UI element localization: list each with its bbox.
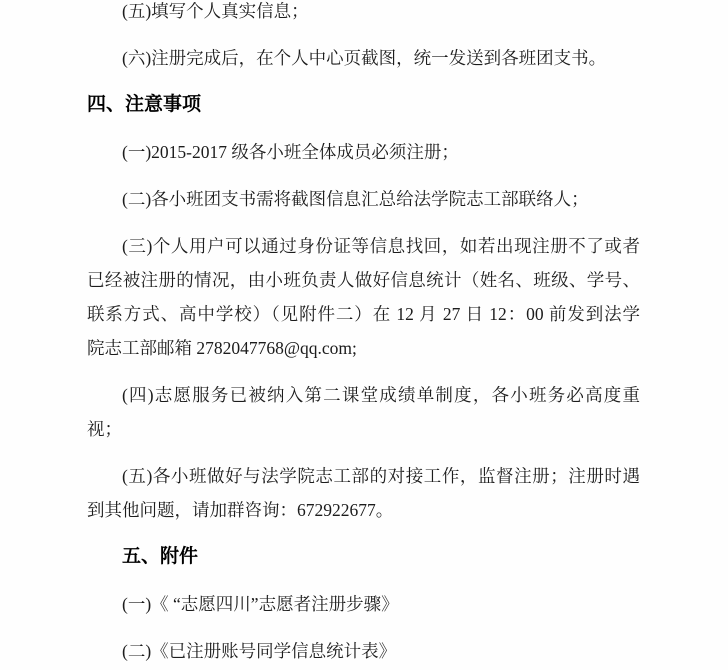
paragraph-line: (一)《 “志愿四川”志愿者注册步骤》 <box>122 594 399 614</box>
attachment-item-1 <box>87 587 640 621</box>
note-item-1 <box>87 135 640 169</box>
paragraph-line: (六)注册完成后，在个人中心页截图，统一发送到各班团支书。 <box>122 48 607 68</box>
intro-item-5 <box>87 0 640 28</box>
heading-text: 四、注意事项 <box>87 94 202 115</box>
paragraph-line-with-email: 院志工部邮箱 2782047768@qq.com; <box>87 338 357 358</box>
paragraph-line-with-qq-group: 到其他问题，请加群咨询：672922677。 <box>87 500 394 520</box>
paragraph-line: (四)志愿服务已被纳入第二课堂成绩单制度，各小班务必高度重 <box>122 385 640 405</box>
section-5-heading <box>87 540 640 574</box>
paragraph-line: (五)各小班做好与法学院志工部的对接工作，监督注册；注册时遇 <box>122 466 640 486</box>
intro-item-6 <box>87 41 640 75</box>
paragraph-line: 联系方式、高中学校）（见附件二）在 12 月 27 日 12：00 前发到法学 <box>87 304 640 324</box>
paragraph-line: 视； <box>87 419 122 439</box>
paragraph-line: (二)各小班团支书需将截图信息汇总给法学院志工部联络人； <box>122 189 589 209</box>
note-item-4 <box>87 378 640 446</box>
section-4-heading <box>87 88 640 122</box>
attachment-item-2 <box>87 634 640 668</box>
note-item-2 <box>87 182 640 216</box>
paragraph-line: (二)《已注册账号同学信息统计表》 <box>122 641 397 661</box>
paragraph-line: (五)填写个人真实信息； <box>122 1 309 21</box>
note-item-5 <box>87 459 640 527</box>
paragraph-line: 已经被注册的情况，由小班负责人做好信息统计（姓名、班级、学号、 <box>87 270 640 290</box>
paragraph-line: (三)个人用户可以通过身份证等信息找回，如若出现注册不了或者 <box>122 236 640 256</box>
paragraph-line: (一)2015-2017 级各小班全体成员必须注册； <box>122 142 459 162</box>
note-item-3 <box>87 229 640 365</box>
heading-text: 五、附件 <box>122 546 199 567</box>
